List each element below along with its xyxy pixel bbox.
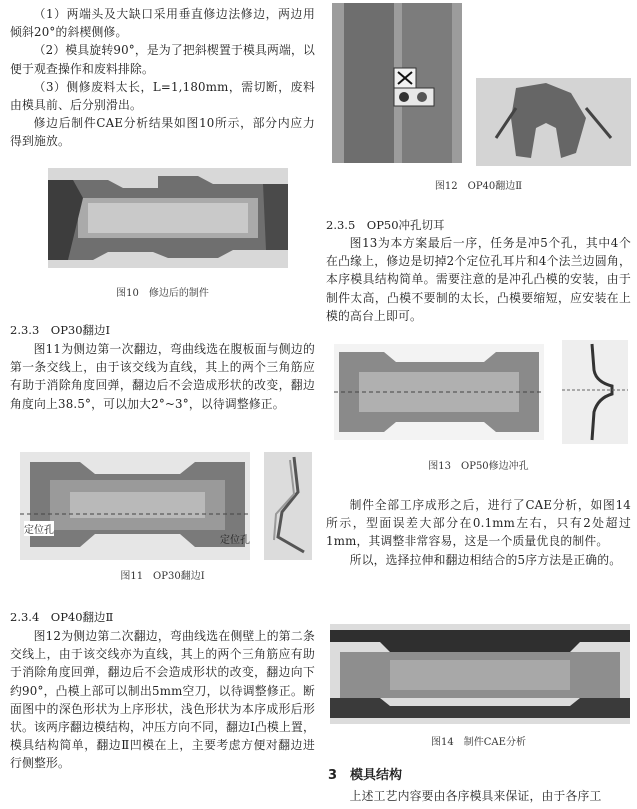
figure-13-main: [334, 344, 544, 440]
figure-12-caption: 图12 OP40翻边Ⅱ: [434, 181, 523, 192]
paragraph-4: 修边后制件CAE分析结果如图10所示，部分内应力得到施放。: [10, 116, 315, 149]
paragraph-6: 图12为侧边第二次翻边，弯曲线选在侧壁上的第二条交线上，由于该交线亦为直线，其上的两个三角筋应有助于消除角度回弹，翻边后不会造成形状的改变，翻边向下约90°，凸模上部可以制出5mm空刀，以待调整修正。断面图中的深色形状为上序形状，浅色形状为本序成形后形状。该两序翻边模结构，冲压方向不同，翻边Ⅰ凸模上置，模具结构简单，翻边Ⅱ凹模在上，主要考虑方便对翻边进行侧整形。: [10, 629, 315, 771]
locating-hole-label-left: 定位孔: [24, 521, 54, 536]
paragraph-3: （3）侧修废料太长，L=1,180mm，需切断，废料由模具前、后分别滑出。: [10, 79, 315, 113]
section-2-3-3-heading: 2.3.3 OP30翻边Ⅰ: [10, 323, 111, 337]
paragraph-9: 所以，选择拉伸和翻边相结合的5序方法是正确的。: [349, 552, 622, 567]
figure-10: [48, 168, 288, 268]
paragraph-10: 上述工艺内容要由各序模具来保证，由于各序工: [349, 789, 602, 803]
figure-11-caption: 图11 OP30翻边Ⅰ: [120, 571, 205, 582]
figure-12-left: [332, 3, 462, 163]
figure-12-right: [476, 78, 631, 166]
figure-14-caption: 图14 制件CAE分析: [431, 737, 526, 748]
section-3-heading: 3 模具结构: [328, 768, 403, 783]
figure-10-caption: 图10 修边后的制件: [116, 288, 209, 299]
section-2-3-5-heading: 2.3.5 OP50冲孔切耳: [326, 218, 445, 232]
figure-13-caption: 图13 OP50修边冲孔: [428, 461, 529, 472]
paragraph-8: 制件全部工序成形之后，进行了CAE分析，如图14所示，型面误差大部分在0.1mm左右，只有2处超过1mm，其调整非常容易，这是一个质量优良的制件。: [326, 498, 631, 549]
paragraph-1: （1）两端头及大缺口采用垂直修边法修边，两边用倾斜20°的斜楔侧修。: [10, 7, 315, 40]
figure-14: [330, 624, 630, 724]
paragraph-5: 图11为侧边第一次翻边，弯曲线选在腹板面与侧边的第一条交线上，由于该交线为直线，其上的两个三角筋应有助于消除角度回弹，翻边后不会造成形状的改变，翻边角度向上38.5°，可以加大2°~3°，以待调整修正。: [10, 342, 315, 411]
paragraph-2: （2）模具旋转90°，是为了把斜楔置于模具两端，以便于观查操作和废料排除。: [10, 43, 315, 76]
figure-11-main: [20, 452, 250, 560]
figure-13-section: [562, 340, 628, 444]
locating-hole-label-right: 定位孔: [220, 535, 250, 546]
paragraph-7: 图13为本方案最后一序，任务是冲5个孔，其中4个在凸缘上，修边是切掉2个定位孔耳片和4个法兰边圆角，本序模具结构简单。需要注意的是冲孔凸模的安装，由于制件太高，凸模不要制的太长，凸模要缩短，应安装在上模的高台上即可。: [326, 236, 631, 323]
figure-11-section: [264, 452, 312, 560]
section-2-3-4-heading: 2.3.4 OP40翻边Ⅱ: [10, 610, 114, 624]
